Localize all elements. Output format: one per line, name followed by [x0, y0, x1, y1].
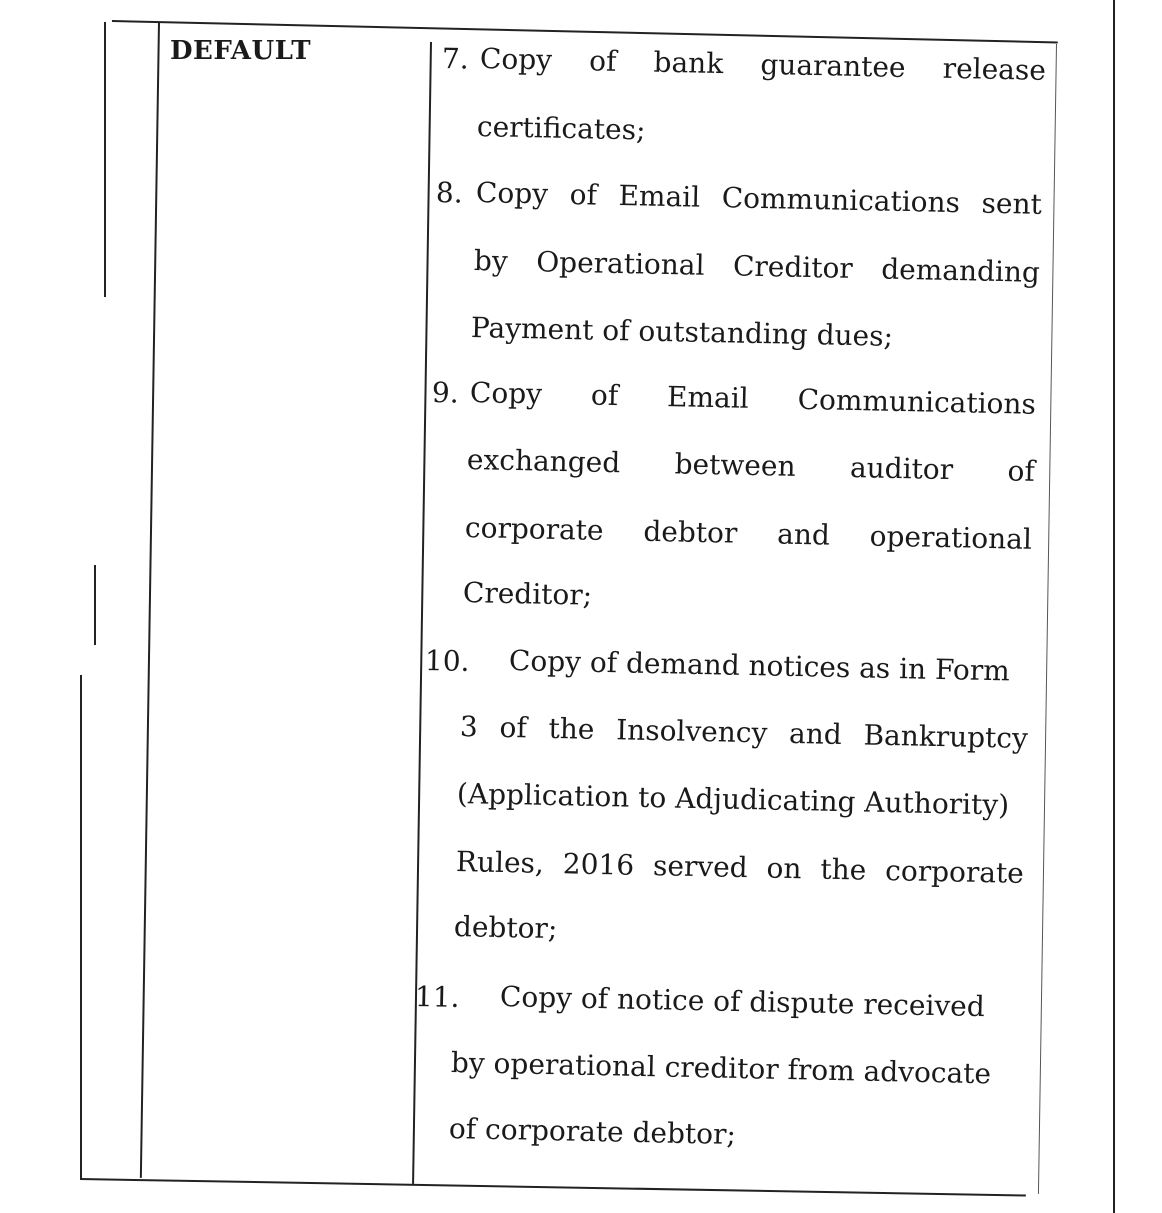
item-word: auditor: [849, 451, 954, 487]
item-text-line: [470, 376, 1037, 421]
item-word: of: [588, 44, 617, 78]
item-word: Payment of outstanding dues;: [470, 311, 894, 353]
item-number: 9.: [431, 376, 460, 410]
item-word: Creditor: [732, 249, 854, 285]
item-word: bank: [653, 45, 724, 81]
item-word: between: [674, 447, 796, 483]
item-word: of: [1007, 454, 1036, 488]
item-word: of corporate debtor;: [448, 1112, 737, 1152]
item-word: by: [473, 244, 509, 278]
item-word: release: [942, 51, 1047, 87]
item-word: the: [820, 852, 867, 887]
item-word: Copy: [469, 376, 543, 411]
item-word: sent: [981, 186, 1043, 221]
item-text-line: [467, 443, 1036, 488]
default-heading: DEFAULT: [170, 36, 312, 66]
item-word: corporate: [464, 511, 604, 547]
item-word: Email: [666, 380, 750, 415]
item-word: of: [590, 378, 619, 413]
item-text-line: [476, 176, 1043, 221]
item-text-line: [449, 1112, 737, 1151]
item-text-line: [451, 1046, 992, 1090]
item-word: and: [776, 517, 831, 552]
item-text-line: [460, 710, 1029, 755]
item-word: demanding: [880, 252, 1041, 289]
item-text-line: [500, 980, 985, 1023]
item-number: 11.: [414, 980, 460, 1014]
item-text-line: [454, 910, 558, 945]
item-word: Copy: [479, 42, 553, 77]
item-word: Copy: [475, 176, 549, 211]
item-word: Copy of demand notices as in Form: [508, 644, 1011, 688]
item-number: 10.: [424, 644, 470, 678]
item-word: guarantee: [760, 47, 906, 84]
item-number: 8.: [435, 176, 464, 210]
item-word: served: [652, 849, 749, 885]
item-word: of: [569, 177, 598, 212]
item-word: operational: [869, 519, 1033, 556]
item-word: debtor;: [453, 910, 558, 946]
item-word: Insolvency: [615, 713, 768, 750]
item-text-line: [477, 110, 646, 147]
item-word: 2016: [562, 847, 635, 882]
item-number: 7.: [441, 42, 470, 76]
item-word: 3: [459, 710, 479, 744]
item-word: Communications: [721, 181, 961, 220]
item-text-line: [474, 244, 1041, 289]
item-word: Communications: [797, 382, 1037, 421]
item-word: and: [788, 716, 843, 751]
item-word: Bankruptcy: [863, 718, 1029, 755]
item-text-line: [456, 845, 1025, 890]
item-word: debtor: [643, 514, 738, 550]
item-word: Email: [618, 178, 701, 214]
item-word: Creditor;: [462, 576, 593, 612]
item-word: Operational: [535, 245, 705, 282]
item-word: Rules,: [455, 845, 545, 880]
item-text-line: [509, 644, 1010, 687]
item-text-line: [463, 576, 593, 612]
item-word: Copy of notice of dispute received: [499, 980, 986, 1024]
item-word: of: [499, 710, 528, 745]
item-word: on: [766, 851, 802, 886]
item-text-line: [457, 777, 1010, 822]
item-word: by operational creditor from advocate: [450, 1046, 992, 1091]
item-text-line: [480, 42, 1047, 87]
item-word: the: [548, 711, 595, 746]
item-word: (Application to Adjudicating Authority): [456, 777, 1010, 822]
item-text-line: [465, 511, 1033, 556]
item-word: exchanged: [466, 443, 621, 480]
item-word: certificates;: [476, 110, 646, 147]
item-word: corporate: [884, 853, 1025, 890]
item-text-line: [471, 311, 894, 353]
